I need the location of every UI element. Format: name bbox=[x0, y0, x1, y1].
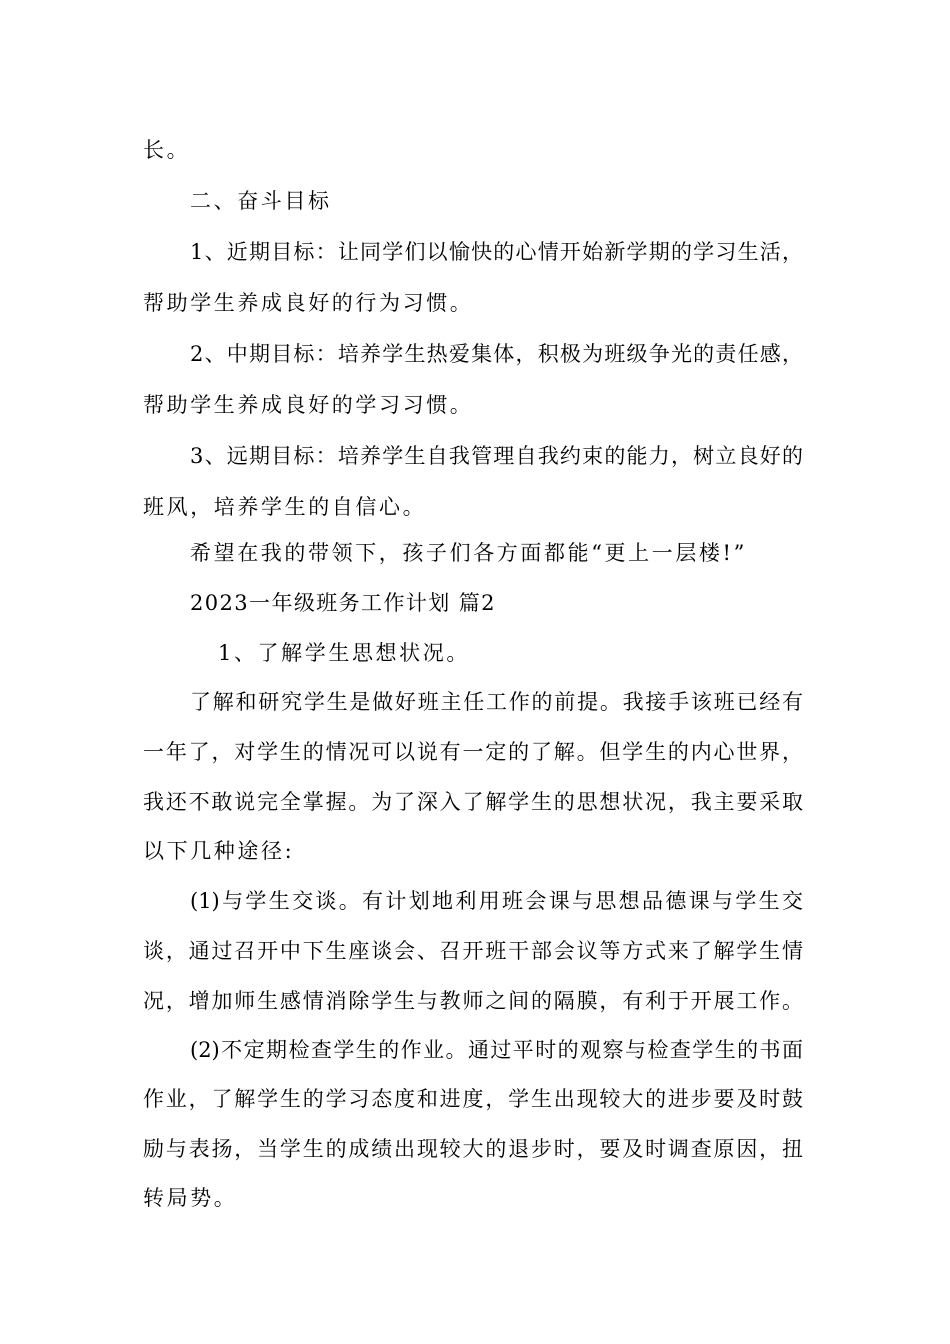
text-line: 一年了，对学生的情况可以说有一定的了解。但学生的内心世界， bbox=[143, 740, 803, 764]
text-line: (2)不定期检查学生的作业。通过平时的观察与检查学生的书面 bbox=[190, 1038, 803, 1062]
text-line: 励与表扬，当学生的成绩出现较大的退步时，要及时调查原因，扭 bbox=[143, 1137, 803, 1161]
text-line: 作业，了解学生的学习态度和进度，学生出现较大的进步要及时鼓 bbox=[143, 1087, 803, 1111]
text-line: 帮助学生养成良好的学习习惯。 bbox=[143, 393, 474, 417]
text-line: 希望在我的带领下，孩子们各方面都能“更上一层楼!” bbox=[190, 541, 747, 565]
text-line: (1)与学生交谈。有计划地利用班会课与思想品德课与学生交 bbox=[190, 889, 803, 913]
text-line: 3、远期目标：培养学生自我管理自我约束的能力，树立良好的 bbox=[190, 444, 803, 468]
text-line: 2、中期目标：培养学生热爱集体，积极为班级争光的责任感， bbox=[190, 342, 803, 366]
text-line: 我还不敢说完全掌握。为了深入了解学生的思想状况，我主要采取 bbox=[143, 790, 803, 814]
text-line: 以下几种途径: bbox=[143, 839, 295, 863]
text-line: 谈，通过召开中下生座谈会、召开班干部会议等方式来了解学生情 bbox=[143, 939, 803, 963]
text-line: 了解和研究学生是做好班主任工作的前提。我接手该班已经有 bbox=[190, 690, 803, 714]
text-line: 1、近期目标：让同学们以愉快的心情开始新学期的学习生活， bbox=[190, 240, 803, 264]
text-line: 班风，培养学生的自信心。 bbox=[143, 495, 427, 519]
section-heading: 二、奋斗目标 bbox=[190, 189, 332, 213]
text-line: 况，增加师生感情消除学生与教师之间的隔膜，有利于开展工作。 bbox=[143, 989, 803, 1013]
section-heading: 2023一年级班务工作计划 篇2 bbox=[190, 591, 496, 615]
text-line: 帮助学生养成良好的行为习惯。 bbox=[143, 291, 474, 315]
text-line: 转局势。 bbox=[143, 1186, 238, 1210]
text-line: 长。 bbox=[143, 138, 191, 162]
text-line: 1、了解学生思想状况。 bbox=[218, 641, 470, 665]
